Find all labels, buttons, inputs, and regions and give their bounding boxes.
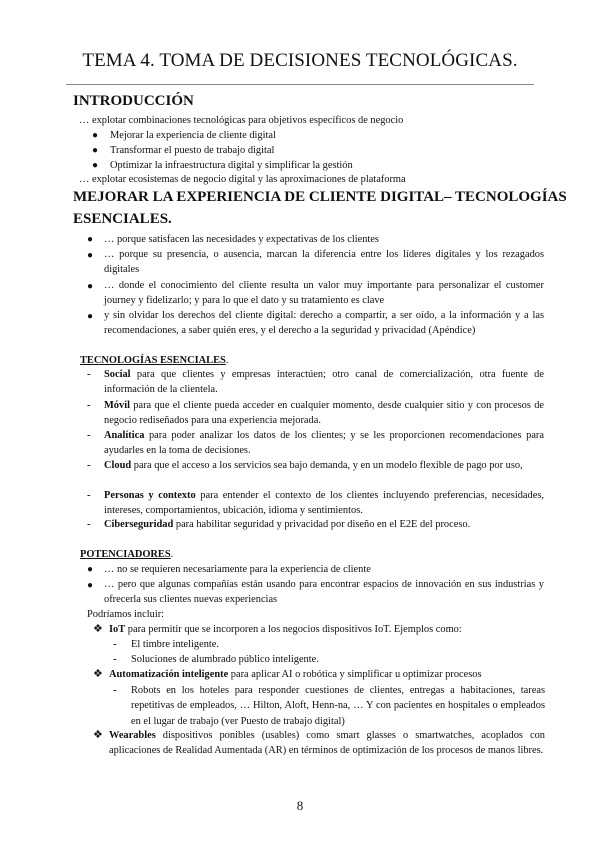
iot-sub-1: El timbre inteligente.	[131, 639, 220, 650]
section2-bullet-3: … donde el conocimiento del cliente resulta un valor muy importante para personalizar el customer journey y fidelizarlo; y para lo que el dato y su tratamiento es clave	[104, 280, 544, 307]
section2-heading-line-2: ESENCIALES.	[73, 211, 172, 227]
page-number: 8	[296, 798, 304, 813]
auto-text: para aplicar AI o robótica y simplificar u optimizar procesos	[228, 669, 482, 680]
wearables-item	[109, 728, 545, 759]
tech-item-term: Ciberseguridad	[104, 519, 174, 530]
tech-item-text: para habilitar seguridad y privacidad por diseño en el E2E del proceso.	[173, 519, 471, 530]
wearables-term: Wearables	[109, 730, 156, 741]
title-divider	[66, 84, 534, 85]
dash-icon: -	[87, 368, 91, 380]
tech-item-text: para poder analizar los datos de los clientes; y se les proporcionen recomendaciones para ayudarles en la toma de decisiones.	[104, 430, 544, 457]
intro-line-2: … explotar ecosistemas de negocio digital y las aproximaciones de plataforma	[79, 174, 406, 185]
iot-sub-2: Soluciones de alumbrado público inteligente.	[131, 654, 319, 665]
iot-item	[109, 622, 462, 637]
section2-bullet-2: … porque su presencia, o ausencia, marcan la diferencia entre los líderes digitales y los rezagados digitales	[104, 249, 544, 276]
bullet-icon: ●	[87, 564, 94, 575]
tech-item-term: Social	[104, 369, 131, 380]
tech-item-text: para que el acceso a los servicios sea bajo demanda, y en un modelo flexible de pago por uso,	[131, 460, 523, 471]
tech-item-term: Cloud	[104, 460, 132, 471]
bullet-icon: ●	[92, 160, 99, 171]
tech-item-text: para entender el contexto de los clientes incluyendo preferencias, necesidades, intereses, comportamientos, ubicación, idioma y sentimientos.	[104, 490, 544, 517]
intro-bullet-1: Mejorar la experiencia de cliente digital	[110, 130, 276, 141]
iot-text: para permitir que se incorporen a los negocios dispositivos IoT. Ejemplos como:	[125, 624, 462, 635]
intro-line-1: … explotar combinaciones tecnológicas para objetivos específicos de negocio	[79, 115, 404, 126]
bullet-icon: ●	[87, 580, 94, 591]
tech-item-text: para que clientes y empresas interactúen; otro canal de comercialización, otra fuente de información de la clientela.	[104, 369, 544, 396]
intro-bullet-2: Transformar el puesto de trabajo digital	[110, 145, 275, 156]
potenciadores-heading-text: POTENCIADORES	[80, 549, 171, 560]
tech-item-6	[104, 517, 544, 532]
dash-icon: -	[87, 518, 91, 530]
page-title: TEMA 4. TOMA DE DECISIONES TECNOLÓGICAS.	[82, 50, 518, 71]
auto-term: Automatización inteligente	[109, 669, 229, 680]
section2-bullet-1: … porque satisfacen las necesidades y expectativas de los clientes	[104, 234, 379, 245]
tech-heading-text: TECNOLOGÍAS ESENCIALES	[80, 355, 226, 366]
section2-heading-line-1: MEJORAR LA EXPERIENCIA DE CLIENTE DIGITAL– TECNOLOGÍAS	[73, 189, 567, 205]
tech-heading-tail: .	[225, 355, 229, 366]
dash-icon: -	[87, 429, 91, 441]
tech-item-3	[104, 428, 544, 459]
section2-bullet-4: y sin olvidar los derechos del cliente digital: derecho a compartir, a ser oído, a la información y a las recomendaciones, a saber quién eres, y el derecho a la seguridad y privacidad (Apéndice)	[104, 310, 544, 337]
wearables-text: dispositivos ponibles (usables) como smart glasses o smartwatches, acoplados con aplicaciones de Realidad Aumentada (AR) en términos de optimización de los procesos de manos libres.	[109, 730, 545, 757]
dash-icon: -	[113, 653, 117, 665]
bullet-icon: ●	[87, 311, 94, 322]
potenciadores-bullet-2: … pero que algunas compañías están usando para encontrar espacios de innovación en sus industrias y ofrecerla sus clientes nuevas experiencias	[104, 579, 544, 606]
intro-heading: INTRODUCCIÓN	[73, 93, 194, 109]
tech-item-text: para que el cliente pueda acceder en cualquier momento, desde cualquier sitio y con procesos de negocio rediseñados para una experiencia mejorada.	[104, 400, 544, 427]
potenciadores-bullet-1: … no se requieren necesariamente para la experiencia de cliente	[104, 564, 371, 575]
tech-item-4	[104, 458, 544, 473]
bullet-icon: ●	[92, 130, 99, 141]
potenciadores-heading	[80, 547, 173, 562]
iot-term: IoT	[109, 624, 126, 635]
dash-icon: -	[113, 638, 117, 650]
tech-item-2	[104, 398, 544, 429]
dash-icon: -	[87, 459, 91, 471]
potenciadores-heading-tail: .	[170, 549, 174, 560]
bullet-icon: ●	[92, 145, 99, 156]
tech-heading	[80, 353, 228, 368]
tech-item-term: Móvil	[104, 400, 130, 411]
dash-icon: -	[87, 489, 91, 501]
auto-sub: Robots en los hoteles para responder cuestiones de clientes, entregas a habitaciones, tareas repetitivas de empleados, … Hilton, Aloft, Henn-na, … Y con pacientes en hospitales o empleados en el lugar de trabajo (ver Puesto de trabajo digital)	[131, 685, 545, 727]
tech-item-term: Analítica	[104, 430, 145, 441]
diamond-bullet-icon: ❖	[93, 623, 103, 635]
intro-bullet-3: Optimizar la infraestructura digital y simplificar la gestión	[110, 160, 353, 171]
podriamos-incluir: Podríamos incluir:	[87, 609, 165, 620]
dash-icon: -	[113, 684, 117, 696]
diamond-bullet-icon: ❖	[93, 668, 103, 680]
bullet-icon: ●	[87, 281, 94, 292]
bullet-icon: ●	[87, 234, 94, 245]
tech-item-term: Personas y contexto	[104, 490, 196, 501]
auto-item	[109, 667, 482, 682]
tech-item-5	[104, 488, 544, 519]
tech-item-1	[104, 367, 544, 398]
diamond-bullet-icon: ❖	[93, 729, 103, 741]
bullet-icon: ●	[87, 250, 94, 261]
dash-icon: -	[87, 399, 91, 411]
